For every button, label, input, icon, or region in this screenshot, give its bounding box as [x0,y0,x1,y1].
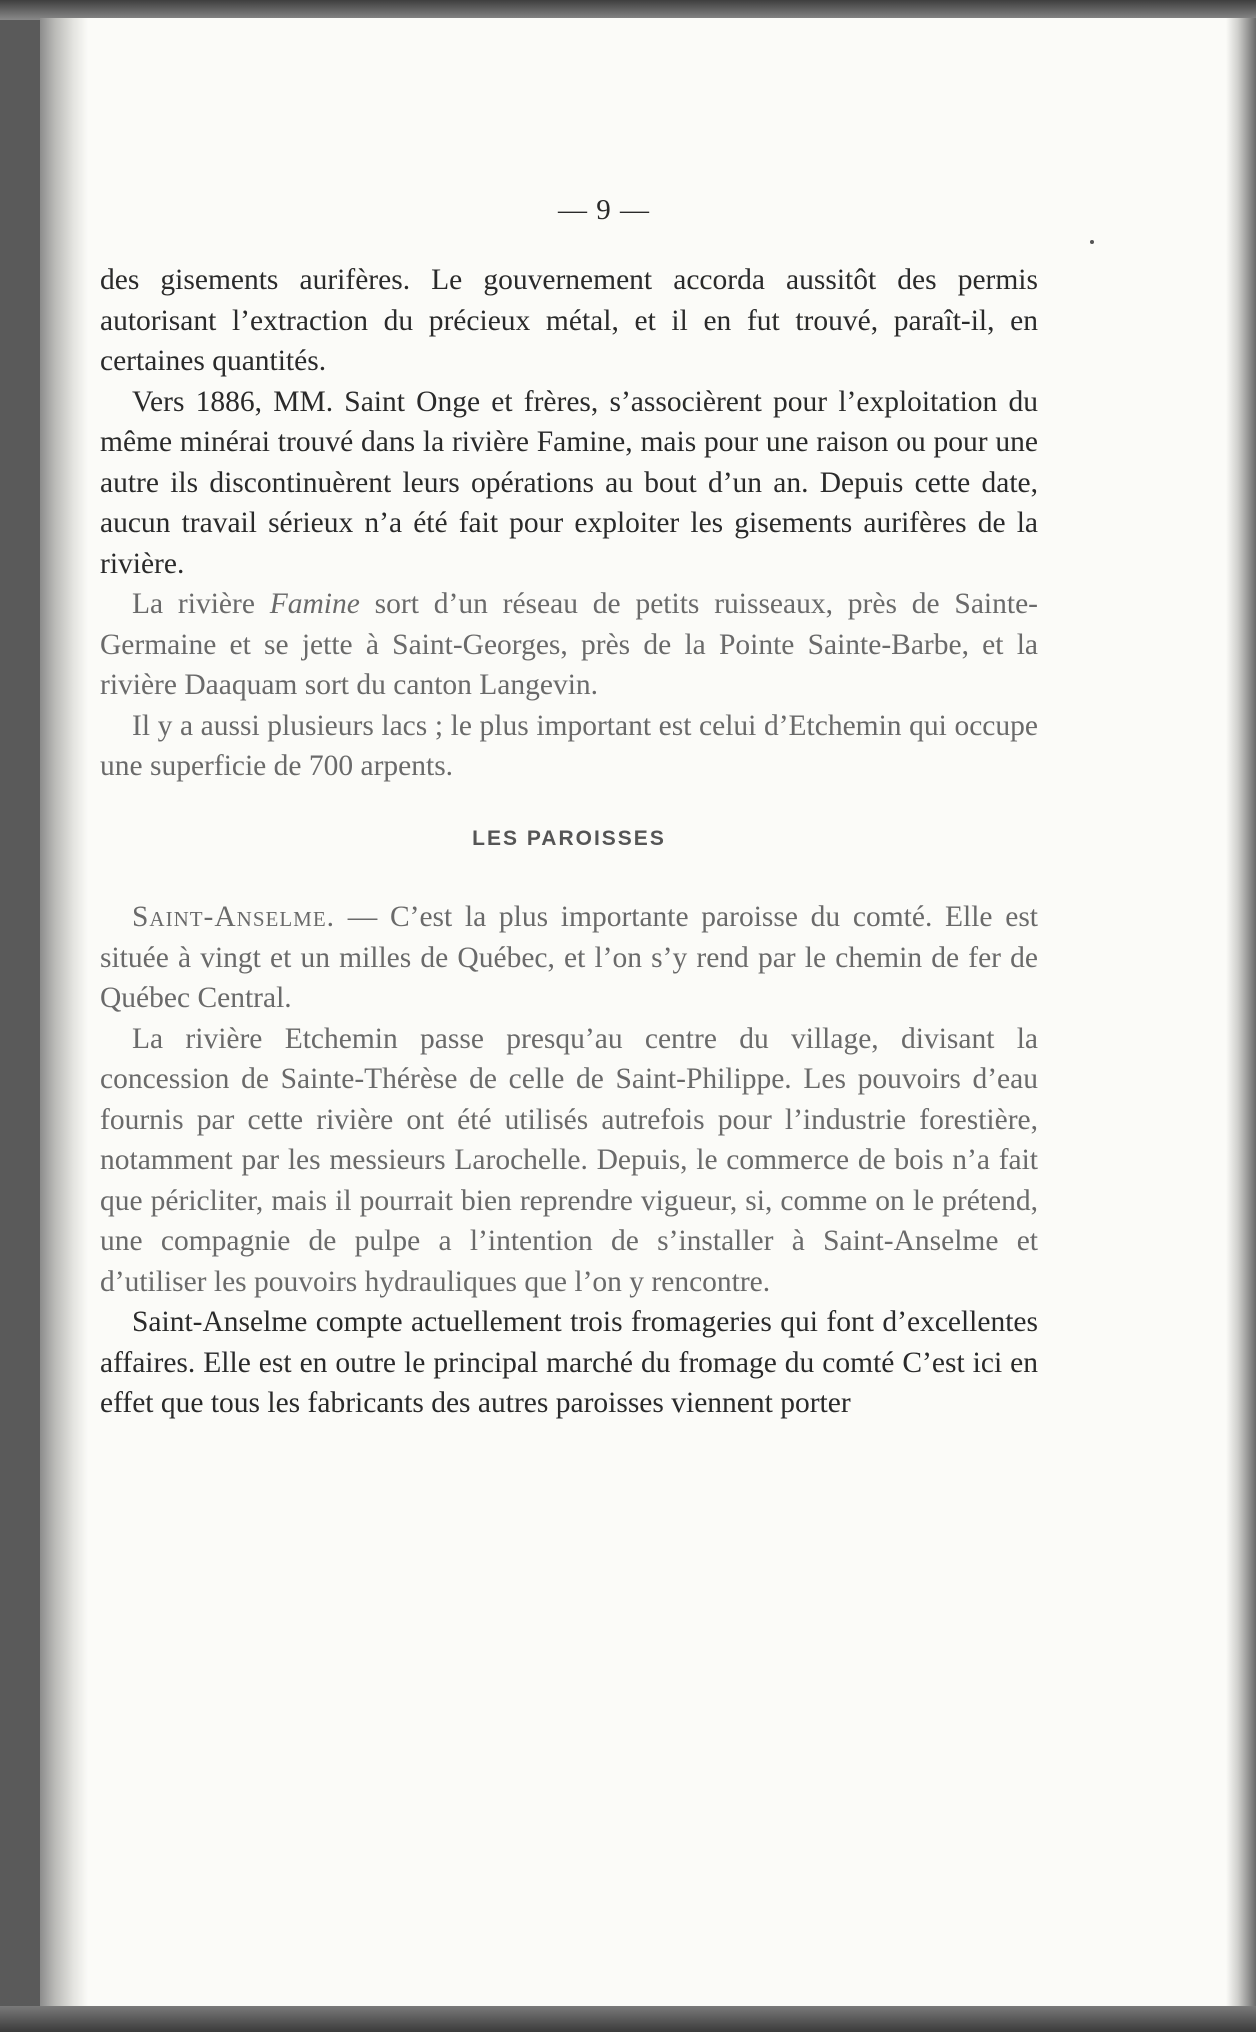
saint-anselme-lead: Saint-Anselme. [132,901,336,933]
page-right-edge [1226,18,1256,2006]
scan-bottom-edge [0,2006,1256,2032]
section-heading: LES PAROISSES [472,826,666,850]
page-number: — 9 — [558,194,650,226]
scan-top-edge [0,0,1256,20]
saint-anselme-text: — C’est la plus importante paroisse du comté. Elle est située à vingt et un milles de Québec, et l’on s’y rend par le chemin de fer de Québec Central. [100,901,1038,1014]
page-text [100,190,1038,1424]
riviere-famine-start: La rivière [132,588,270,620]
paragraph-riviere-etchemin: La rivière Etchemin passe presqu’au centre du village, divisant la concession de Sainte-Thérèse de celle de Saint-Philippe. Les pouvoirs d’eau fournis par cette rivière ont été utilisés autrefois pour l’industrie forestière, notamment par les messieurs Larochelle. Depuis, le commerce de bois n’a fait que péricliter, mais il pourrait bien reprendre vigueur, si, comme on le prétend, une compagnie de pulpe a l’intention de s’installer à Saint-Anselme et d’utiliser les pouvoirs hydrauliques que l’on y rencontre. [100,1022,1038,1298]
ink-speck [1090,240,1094,244]
riviere-famine-end: sort d’un réseau de petits ruisseaux, près de Sainte-Germaine et se jette à Saint-Georges, près de la Pointe Sainte-Barbe, et la rivière Daaquam sort du canton Langevin. [100,588,1038,701]
paragraph-saint-onge: Vers 1886, MM. Saint Onge et frères, s’associèrent pour l’exploitation du même minérai trouvé dans la rivière Famine, mais pour une raison ou pour une autre ils discontinuèrent leurs opérations au bout d’un an. Depuis cette date, aucun travail sérieux n’a été fait pour exploiter les gisements aurifères de la rivière. [100,385,1038,580]
paragraph-riviere-famine [100,584,1038,706]
paragraph-lacs: Il y a aussi plusieurs lacs ; le plus important est celui d’Etchemin qui occupe une superficie de 700 arpents. [100,709,1038,782]
riviere-famine-italic: Famine [269,588,360,620]
paragraph-fromageries: Saint-Anselme compte actuellement trois fromageries qui font d’excellentes affaires. Elle est en outre le principal marché du fromage du comté C’est ici en effet que tous les fabricants des autres paroisses viennent porter [100,1306,1038,1419]
binding-shadow [40,18,88,2006]
paragraph-gisements: des gisements aurifères. Le gouvernement accorda aussitôt des permis autorisant l’extraction du précieux métal, et il en fut trouvé, paraît-il, en certaines quantités. [100,264,1038,377]
paragraph-saint-anselme [100,897,1038,1019]
